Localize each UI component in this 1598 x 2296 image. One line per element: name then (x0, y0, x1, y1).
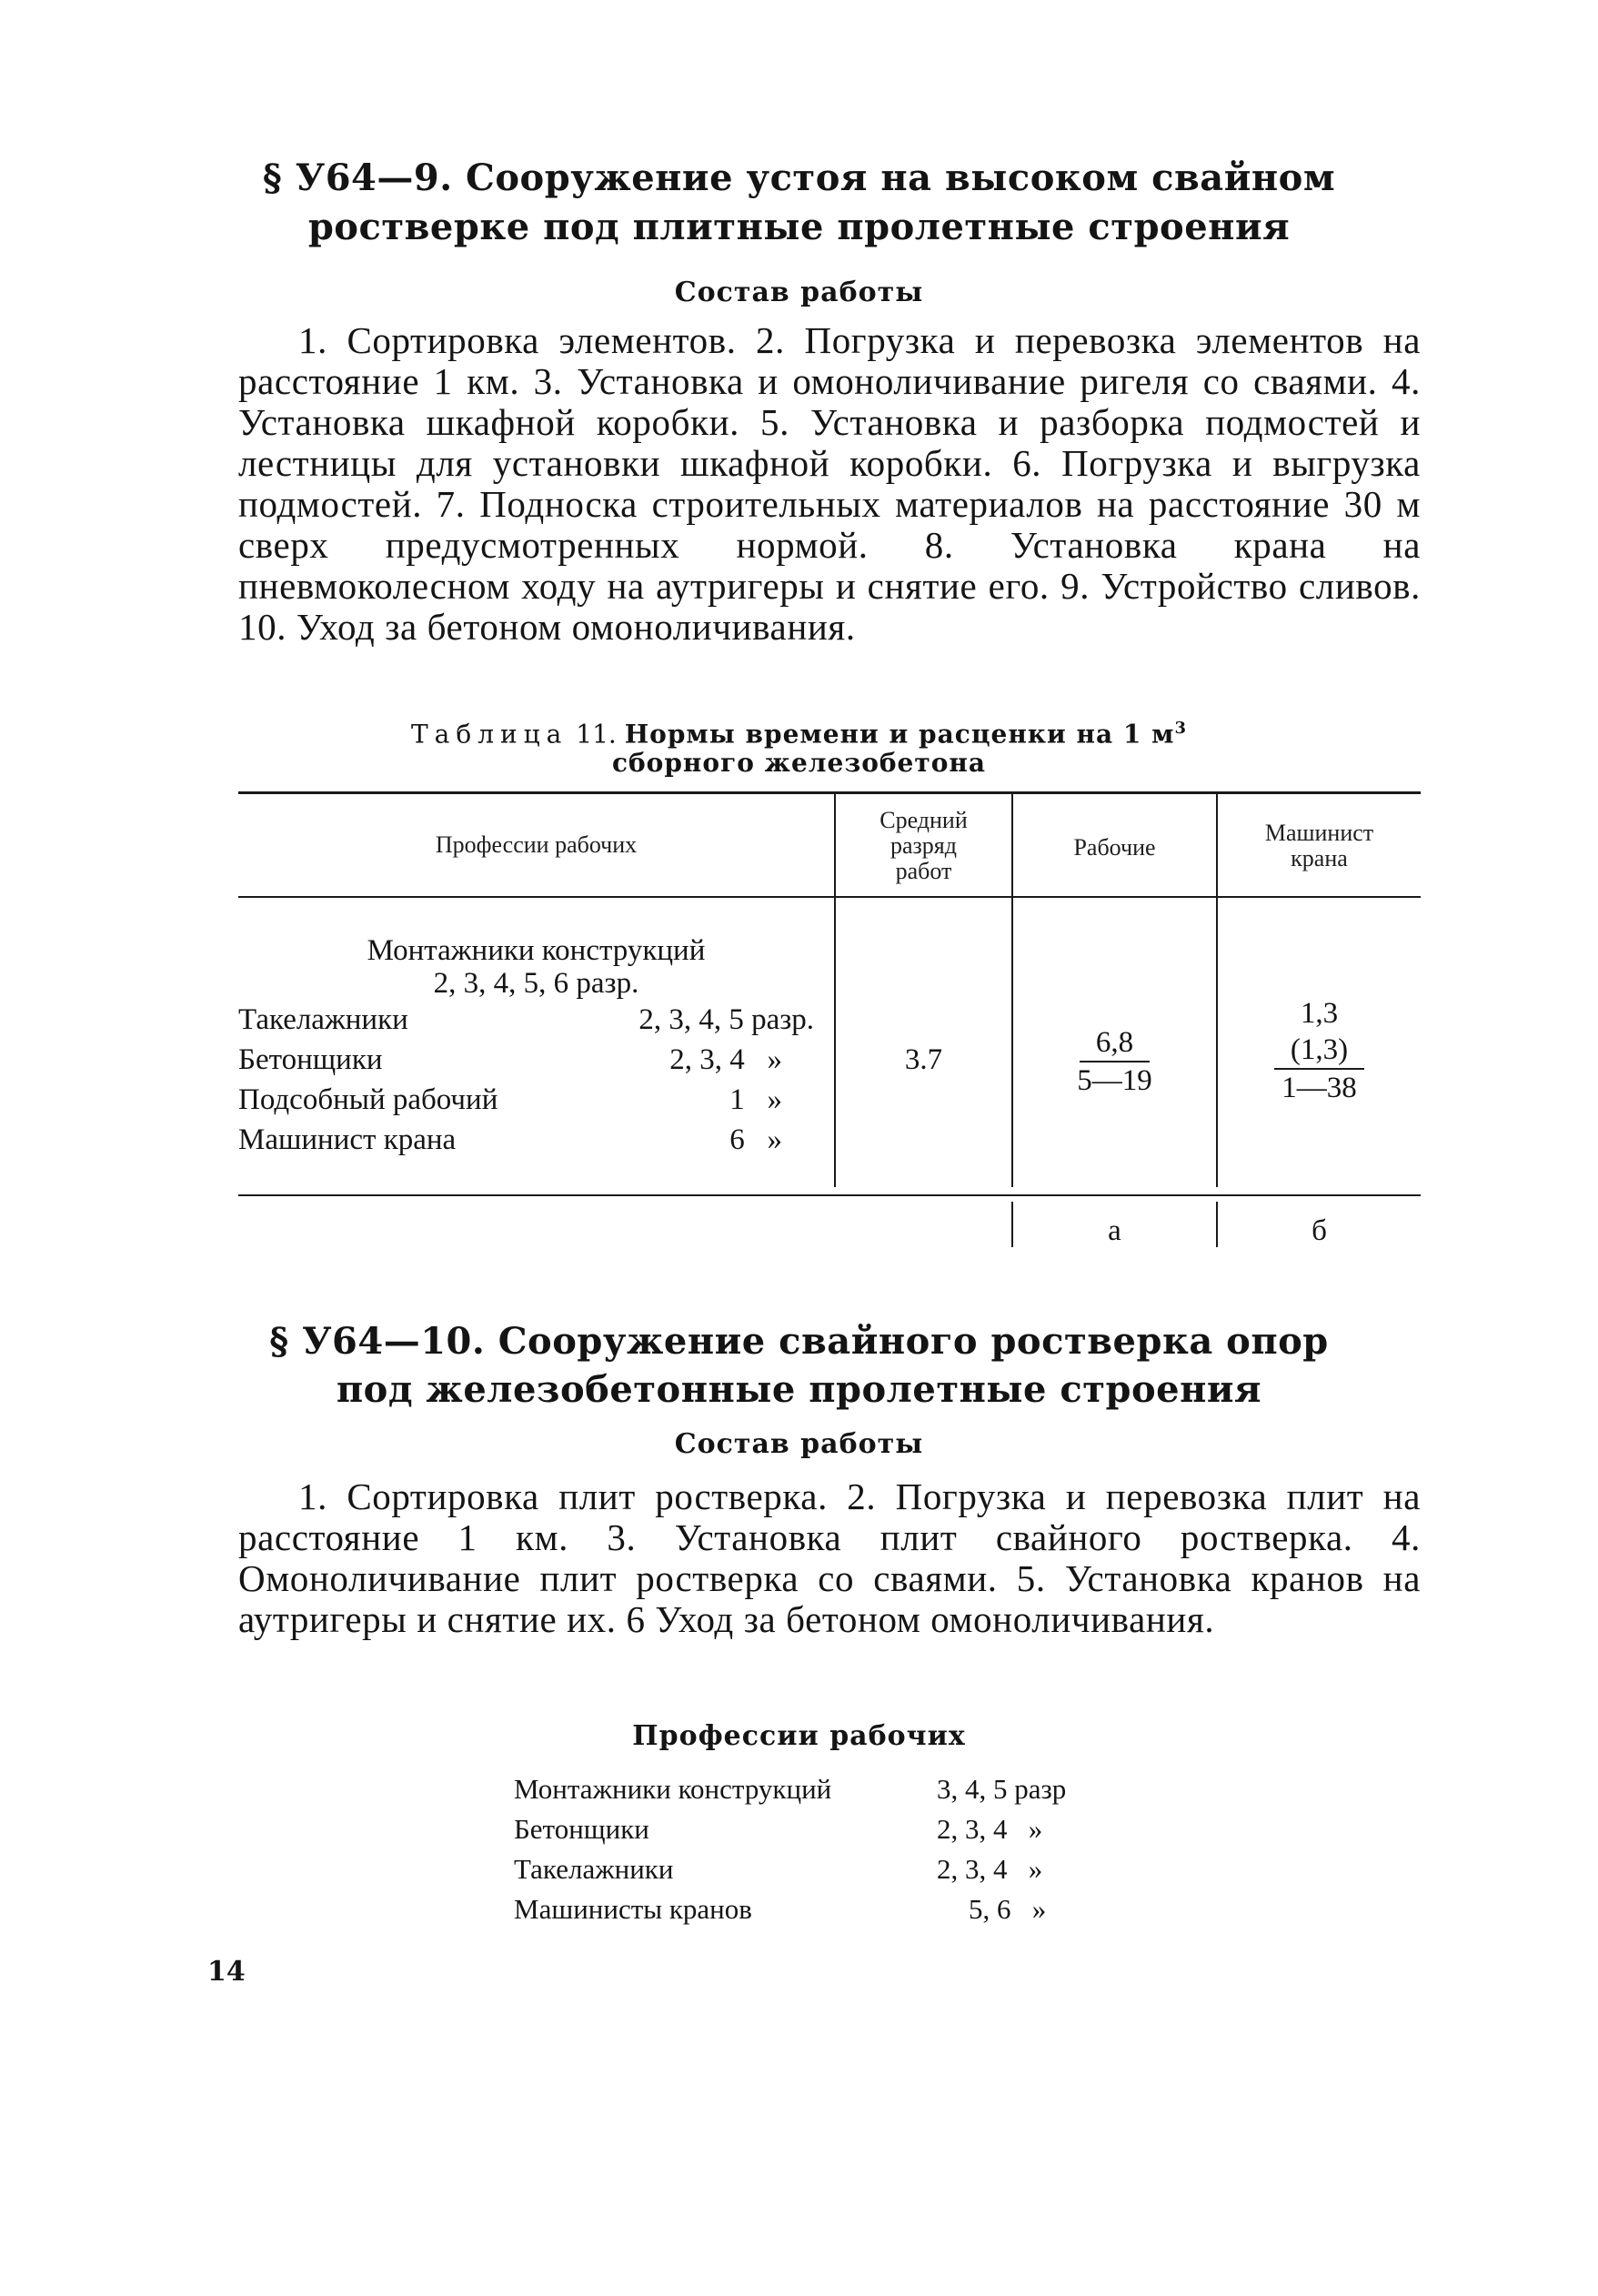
section1-title-line1: § У64—9. Сооружение устоя на высоком свайном (262, 156, 1336, 199)
table-caption-sup: 3 (1174, 719, 1188, 738)
section2-professions-heading: Профессии рабочих (632, 1720, 966, 1752)
table-row-grade-5: 6 » (729, 1123, 782, 1156)
table-row-name-5: Машинист крана (238, 1123, 457, 1156)
profession-grade: 5, 6 » (969, 1893, 1047, 1925)
table-caption-line1 (0, 711, 1598, 750)
table-workers-fraction (1013, 1024, 1216, 1099)
table-row-name-2: Такелажники (238, 1003, 408, 1036)
profession-name: Бетонщики (514, 1813, 649, 1845)
operator-norm: 1,3 (1300, 997, 1339, 1030)
profession-item (514, 1849, 1151, 1889)
profession-name: Такелажники (514, 1853, 674, 1885)
profession-name: Монтажники конструкций (514, 1773, 832, 1805)
header-operator-line2: крана (1291, 845, 1348, 871)
header-professions: Профессии рабочих (435, 831, 638, 858)
header-grade-line2: разряд (890, 832, 957, 859)
section1-work-heading: Состав работы (674, 277, 924, 308)
page-number: 14 (207, 1956, 246, 1988)
section1-work-text: 1. Сортировка элементов. 2. Погрузка и перевозка элементов на расстояние 1 км. 3. Установка и омоноличивание ригеля со сваями. 4. Установка шкафной коробки. 5. Установка и разборка подмостей и лестницы для установки шкафной коробки. 6. Погрузка и выгрузка подмостей. 7. Подноска строительных материалов на расстояние 30 м сверх предусмотренных нормой. 8. Установка крана на пневмоколесном ходу на аутригеры и снятие его. 9. Устройство сливов. 10. Уход за бетоном омоноличивания. (238, 319, 1421, 648)
profession-item (514, 1809, 1151, 1849)
section2-title-line1: § У64—10. Сооружение свайного ростверка опор (269, 1320, 1329, 1363)
table-row-name-4: Подсобный рабочий (238, 1083, 498, 1116)
header-operator-line1: Машинист (1264, 820, 1374, 846)
table-caption-number: 11. (576, 719, 617, 750)
profession-item (514, 1769, 1151, 1809)
table-caption-line2: сборного железобетона (611, 748, 987, 778)
table-bottom-rule (238, 1194, 1421, 1196)
table-top-rule (238, 791, 1421, 794)
profession-item (514, 1889, 1151, 1929)
table-row-grade-3: 2, 3, 4 » (669, 1043, 782, 1076)
header-grade-line1: Средний (879, 807, 968, 833)
professions-list (514, 1769, 1151, 1929)
section2-title-line2: под железобетонные пролетные строения (336, 1368, 1262, 1411)
header-grade-line3: работ (895, 858, 952, 884)
table-row-grade-4: 1 » (729, 1083, 782, 1116)
operator-norm-paren: (1,3) (1274, 1032, 1364, 1070)
workers-norm: 6,8 (1080, 1024, 1150, 1062)
table-header-rule (238, 896, 1421, 898)
table-row-grade-2: 2, 3, 4, 5 разр. (638, 1003, 814, 1036)
operator-rate: 1—38 (1281, 1072, 1357, 1104)
profession-grade: 3, 4, 5 разр (937, 1773, 1067, 1805)
workers-rate: 5—19 (1077, 1064, 1152, 1097)
table-row-name-0: Монтажники конструкций (367, 934, 706, 967)
table-operator-fraction (1218, 995, 1421, 1106)
section2-work-heading: Состав работы (674, 1428, 924, 1460)
section2-work-text: 1. Сортировка плит ростверка. 2. Погрузка и перевозка плит на расстояние 1 км. 3. Установка плит свайного ростверка. 4. Омоноличивание плит ростверка со сваями. 5. Установка кранов на аутригеры и снятие их. 6 Уход за бетоном омоноличивания. (238, 1475, 1421, 1640)
table-caption-word: Таблица (410, 719, 568, 750)
profession-grade: 2, 3, 4 » (937, 1813, 1043, 1845)
table-row-name-1: 2, 3, 4, 5, 6 разр. (433, 967, 639, 1000)
table-row-name-3: Бетонщики (238, 1043, 383, 1076)
table-footer-a: а (1108, 1214, 1121, 1247)
profession-grade: 2, 3, 4 » (937, 1853, 1043, 1885)
table-caption-text: Нормы времени и расценки на 1 м (624, 719, 1175, 750)
table-avg-grade: 3.7 (904, 1043, 943, 1076)
header-grade (836, 808, 1011, 884)
section1-title-line2: ростверке под плитные пролетные строения (307, 206, 1291, 248)
header-operator (1218, 821, 1421, 871)
header-workers: Рабочие (1073, 834, 1156, 861)
profession-name: Машинисты кранов (514, 1893, 752, 1925)
table-footer-b: б (1312, 1214, 1327, 1247)
